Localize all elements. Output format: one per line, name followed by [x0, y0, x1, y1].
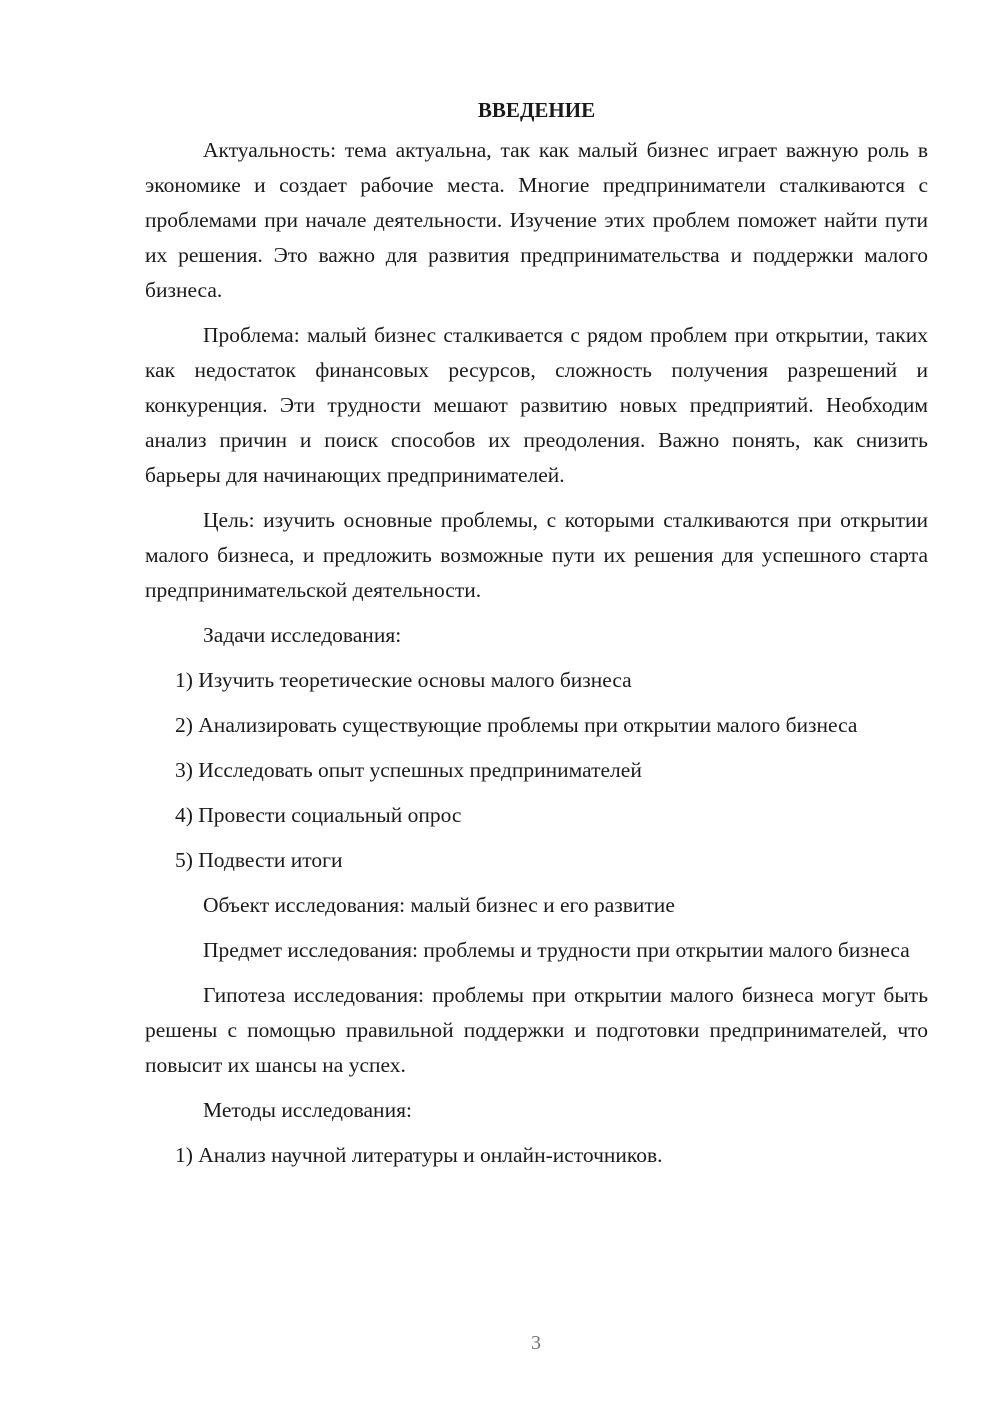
task-item: 1) Изучить теоретические основы малого бизнеса: [175, 668, 632, 692]
section-title: ВВЕДЕНИЕ: [477, 98, 596, 122]
relevance-paragraph: Актуальность: тема актуальна, так как малый бизнес играет важную роль в экономике и создает рабочие места. Многие предприниматели сталкиваются с проблемами при начале деятельности. Изучение этих проблем поможет найти пути их решения. Это важно для развития предпринимательства и поддержки малого бизнеса.: [145, 138, 928, 302]
page-number: 3: [531, 1332, 541, 1354]
problem-paragraph: Проблема: малый бизнес сталкивается с рядом проблем при открытии, таких как недостаток финансовых ресурсов, сложность получения разрешений и конкуренция. Эти трудности мешают развитию новых предприятий. Необходим анализ причин и поиск способов их преодоления. Важно понять, как снизить барьеры для начинающих предпринимателей.: [145, 323, 928, 487]
hypothesis-paragraph: Гипотеза исследования: проблемы при открытии малого бизнеса могут быть решены с помощью правильной поддержки и подготовки предпринимателей, что повысит их шансы на успех.: [145, 983, 928, 1077]
goal-paragraph: Цель: изучить основные проблемы, с которыми сталкиваются при открытии малого бизнеса, и предложить возможные пути их решения для успешного старта предпринимательской деятельности.: [145, 508, 928, 602]
tasks-heading: Задачи исследования:: [203, 623, 402, 647]
document-page: [145, 95, 928, 1173]
task-item: 3) Исследовать опыт успешных предпринимателей: [175, 758, 642, 782]
task-item: 5) Подвести итоги: [175, 848, 343, 872]
object-paragraph: Объект исследования: малый бизнес и его развитие: [203, 893, 675, 917]
task-item: 4) Провести социальный опрос: [175, 803, 462, 827]
subject-paragraph: Предмет исследования: проблемы и трудности при открытии малого бизнеса: [203, 938, 910, 962]
methods-heading: Методы исследования:: [203, 1098, 412, 1122]
task-item: 2) Анализировать существующие проблемы при открытии малого бизнеса: [175, 713, 858, 737]
method-item: 1) Анализ научной литературы и онлайн-источников.: [175, 1143, 663, 1167]
